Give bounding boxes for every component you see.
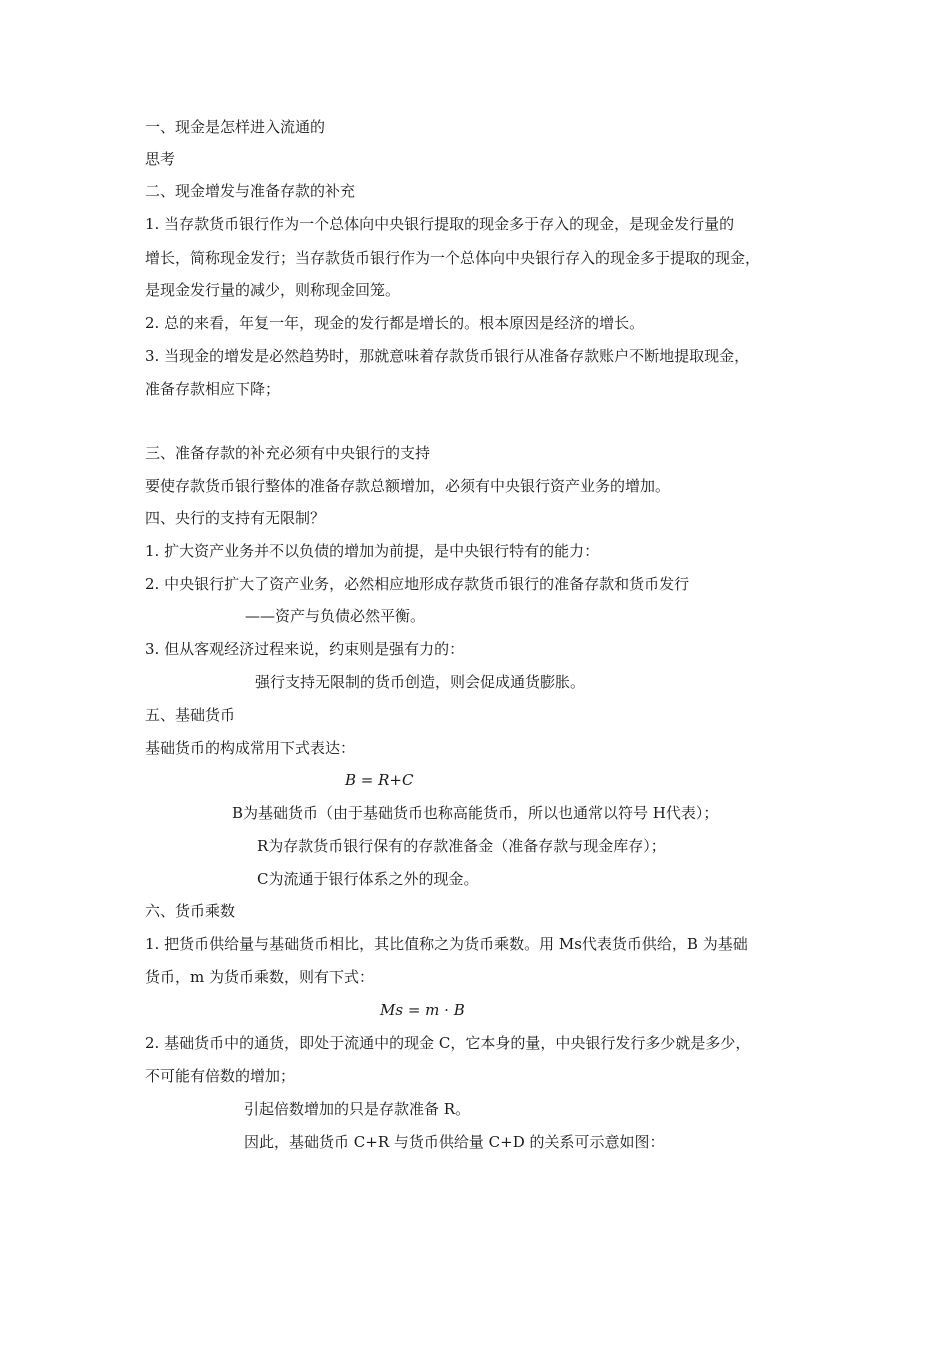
text-line: 3. 当现金的增发是必然趋势时，那就意味着存款货币银行从准备存款账户不断地提取现金， — [145, 347, 750, 365]
text-line: 要使存款货币银行整体的准备存款总额增加，必须有中央银行资产业务的增加。 — [145, 477, 671, 495]
text-line: 引起倍数增加的只是存款准备 R。 — [244, 1100, 471, 1118]
formula-base-money: B = R+C — [345, 771, 414, 789]
text-line: 1. 把货币供给量与基础货币相比，其比值称之为货币乘数。用 Ms代表货币供给，B 为基础 — [145, 935, 748, 953]
text-line: 1. 扩大资产业务并不以负债的增加为前提，是中央银行特有的能力： — [145, 542, 600, 560]
text-line: B为基础货币（由于基础货币也称高能货币，所以也通常以符号 H代表）； — [232, 804, 719, 822]
text-line: R为存款货币银行保有的存款准备金（准备存款与现金库存）； — [257, 837, 666, 855]
text-line: 是现金发行量的减少，则称现金回笼。 — [145, 281, 401, 299]
heading-1: 一、现金是怎样进入流通的 — [145, 118, 326, 136]
text-line: 强行支持无限制的货币创造，则会促成通货膨胀。 — [255, 673, 586, 691]
heading-4: 四、央行的支持有无限制？ — [145, 509, 326, 527]
text-line: 1. 当存款货币银行作为一个总体向中央银行提取的现金多于存入的现金，是现金发行量的 — [145, 215, 735, 233]
text-line: 思考 — [145, 150, 176, 168]
text-line: 因此，基础货币 C+R 与货币供给量 C+D 的关系可示意如图： — [244, 1133, 665, 1151]
text-line: 2. 总的来看，年复一年，现金的发行都是增长的。根本原因是经济的增长。 — [145, 314, 645, 332]
text-line: 基础货币的构成常用下式表达： — [145, 739, 356, 757]
heading-2: 二、现金增发与准备存款的补充 — [145, 182, 356, 200]
heading-6: 六、货币乘数 — [145, 902, 236, 920]
heading-5: 五、基础货币 — [145, 706, 236, 724]
text-line: 准备存款相应下降； — [145, 380, 281, 398]
formula-money-multiplier: Ms = m · B — [380, 1001, 465, 1019]
text-line: 2. 中央银行扩大了资产业务，必然相应地形成存款货币银行的准备存款和货币发行 — [145, 575, 690, 593]
text-line: ——资产与负债必然平衡。 — [245, 607, 426, 625]
text-line: 2. 基础货币中的通货，即处于流通中的现金 C，它本身的量，中央银行发行多少就是多少， — [145, 1034, 751, 1052]
text-line: 不可能有倍数的增加； — [145, 1067, 296, 1085]
heading-3: 三、准备存款的补充必须有中央银行的支持 — [145, 444, 431, 462]
text-line: 增长，简称现金发行；当存款货币银行作为一个总体向中央银行存入的现金多于提取的现金， — [145, 249, 761, 267]
text-line: 货币，m 为货币乘数，则有下式： — [145, 968, 374, 986]
text-line: 3. 但从客观经济过程来说，约束则是强有力的： — [145, 640, 465, 658]
text-line: C为流通于银行体系之外的现金。 — [257, 870, 479, 888]
